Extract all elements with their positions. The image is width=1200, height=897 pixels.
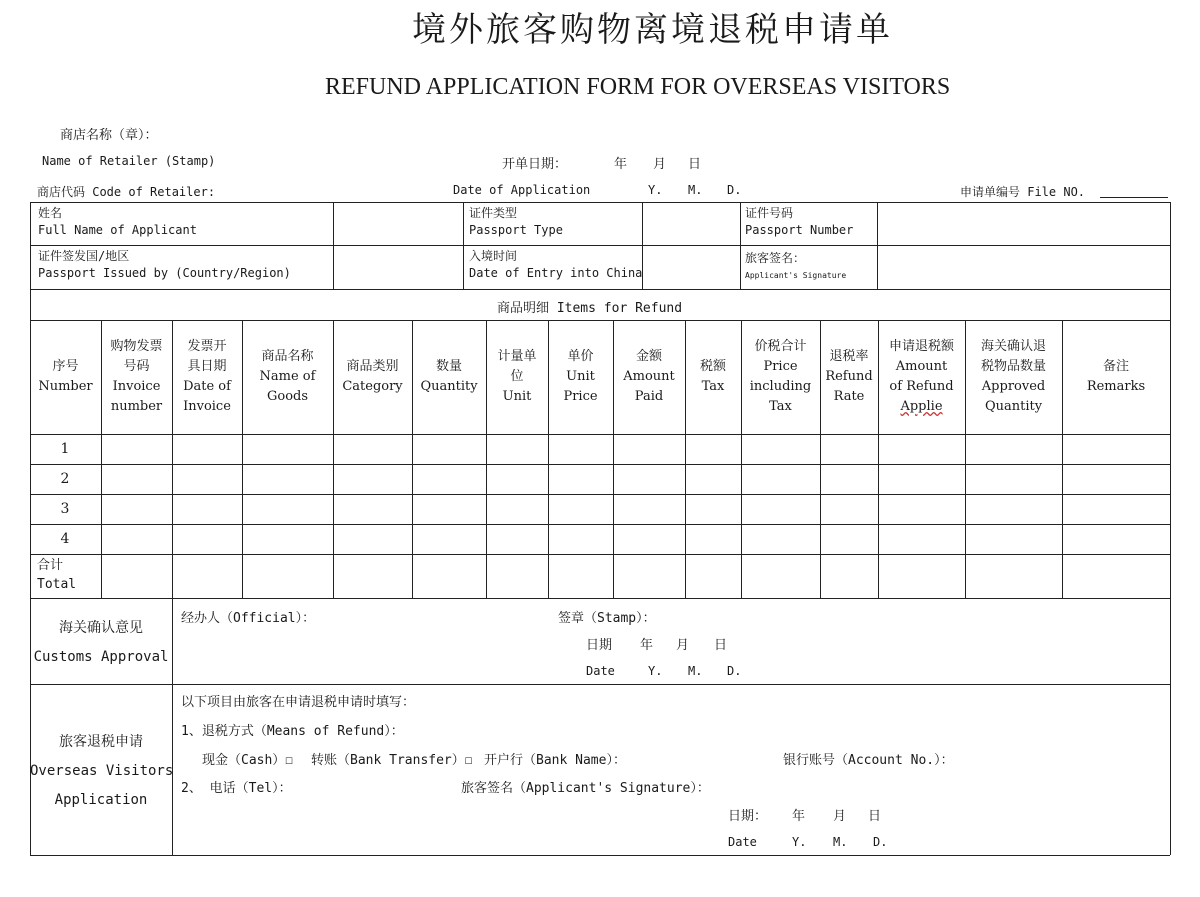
- column-header-line: including: [749, 379, 812, 394]
- passport-type-label: [469, 205, 563, 239]
- column-header-line: Goods: [266, 389, 309, 405]
- grid-row-line: [30, 855, 1170, 856]
- column-header-line: 商品类别: [346, 358, 399, 374]
- retailer-name-en: Name of Retailer (Stamp): [42, 154, 216, 168]
- column-header-line: 位: [510, 368, 524, 384]
- column-header-5: [333, 320, 412, 434]
- column-header-3: [172, 320, 242, 434]
- passport-type-en: Passport Type: [469, 223, 563, 237]
- column-header-line: Name of: [259, 368, 316, 384]
- day-en: D.: [727, 183, 742, 197]
- column-header-6: [412, 320, 486, 434]
- column-header-line: Tax: [769, 399, 792, 415]
- column-header-line: Amount: [895, 358, 948, 374]
- info-column-line: [877, 202, 878, 289]
- applicant-signature-cn: 旅客签名：: [745, 251, 806, 265]
- column-header-line: Approved: [981, 379, 1046, 394]
- passport-issued-label: [38, 248, 291, 282]
- customs-approval-en: Customs Approval: [33, 649, 169, 665]
- grid-row-line: [30, 202, 1170, 203]
- passport-issued-cn: 证件签发国/地区: [38, 249, 130, 263]
- column-header-8: [548, 320, 613, 434]
- column-header-9: [613, 320, 685, 434]
- retailer-code: 商店代码 Code of Retailer:: [37, 185, 216, 199]
- applicant-name-en: Full Name of Applicant: [38, 223, 197, 237]
- visitor-signature-label: 旅客签名（Applicant's Signature）：: [461, 781, 710, 796]
- column-header-line: 价税合计: [754, 338, 807, 354]
- column-header-line: 发票开: [187, 338, 227, 354]
- grid-row-line: [30, 464, 1170, 465]
- year-en: Y.: [648, 183, 663, 197]
- customs-date-cn: 日期: [586, 638, 613, 653]
- column-header-line: 税物品数量: [980, 358, 1046, 374]
- visitor-application-cn: 旅客退税申请: [59, 734, 143, 750]
- column-header-line: 海关确认退: [980, 338, 1046, 354]
- visitor-year-cn: 年: [792, 809, 806, 824]
- visitor-month-en: M.: [833, 835, 848, 849]
- grid-row-line: [30, 245, 1170, 246]
- column-header-line: 计量单: [497, 348, 537, 364]
- column-header-line: Quantity: [984, 399, 1043, 415]
- visitor-application-en-1: Overseas Visitors: [30, 763, 174, 779]
- column-header-line: 备注: [1102, 358, 1129, 374]
- applicant-signature-en: Applicant's Signature: [745, 271, 847, 280]
- grid-row-line: [30, 289, 1170, 290]
- column-header-line: Invoice: [183, 399, 231, 415]
- retailer-name-cn: 商店名称（章）：: [60, 128, 158, 143]
- column-header-12: [820, 320, 878, 434]
- customs-approval-cn: 海关确认意见: [59, 620, 143, 636]
- column-header-line: 退税率: [829, 348, 869, 364]
- column-header-line: Applie: [900, 399, 943, 415]
- column-header-11: [741, 320, 820, 434]
- application-date-cn: 开单日期：: [502, 157, 568, 172]
- visitor-date-cn: 日期：: [728, 809, 768, 824]
- column-header-line: number: [110, 399, 163, 415]
- official-label: 经办人（Official）：: [181, 611, 316, 626]
- column-header-line: Refund: [825, 368, 873, 384]
- column-header-1: [30, 320, 101, 434]
- column-header-line: Date of: [183, 379, 231, 394]
- column-header-line: Category: [342, 379, 403, 394]
- customs-year-cn: 年: [640, 638, 654, 653]
- customs-date-en: Date: [586, 664, 615, 678]
- customs-day-cn: 日: [714, 638, 728, 653]
- column-header-line: 申请退税额: [888, 338, 954, 354]
- applicant-signature-label: [745, 250, 846, 284]
- column-header-line: Paid: [634, 389, 664, 405]
- section-label-line: [172, 598, 173, 855]
- row-number: 1: [60, 441, 70, 457]
- account-number-label: 银行账号（Account No.）：: [783, 753, 954, 768]
- applicant-name-label: [38, 205, 197, 239]
- grid-row-line: [30, 494, 1170, 495]
- visitor-day-cn: 日: [868, 809, 882, 824]
- visitor-application-en-2: Application: [54, 792, 148, 808]
- column-header-line: 购物发票: [110, 338, 163, 354]
- refund-means-label: 1、退税方式（Means of Refund）：: [181, 724, 404, 739]
- visitor-year-en: Y.: [792, 835, 807, 849]
- visitor-day-en: D.: [873, 835, 888, 849]
- column-header-line: 税额: [699, 358, 726, 374]
- grid-row-line: [30, 554, 1170, 555]
- customs-approval-label: [30, 614, 172, 672]
- title-chinese: 境外旅客购物离境退税申请单: [412, 10, 893, 50]
- file-number-label: 申请单编号 File NO.: [960, 185, 1086, 199]
- column-header-line: Invoice: [112, 379, 161, 394]
- total-cn: 合计: [37, 558, 64, 573]
- telephone-label: 2、 电话（Tel）：: [181, 781, 292, 796]
- column-header-line: Rate: [833, 389, 865, 405]
- info-column-line: [740, 202, 741, 289]
- visitor-intro: 以下项目由旅客在申请退税申请时填写：: [181, 695, 416, 710]
- column-header-line: Number: [38, 379, 93, 394]
- row-number: 2: [60, 471, 70, 487]
- customs-month-cn: 月: [676, 638, 690, 653]
- customs-year-en: Y.: [648, 664, 663, 678]
- column-header-line: Quantity: [420, 379, 478, 394]
- items-title: 商品明细 Items for Refund: [497, 301, 683, 316]
- info-column-line: [463, 202, 464, 289]
- grid-border-right: [1170, 202, 1171, 855]
- entry-date-en: Date of Entry into China: [469, 266, 643, 280]
- passport-issued-en: Passport Issued by (Country/Region): [38, 266, 291, 280]
- passport-type-cn: 证件类型: [469, 206, 518, 220]
- day-cn: 日: [688, 157, 702, 172]
- column-header-line: Amount: [623, 368, 675, 384]
- visitor-month-cn: 月: [833, 809, 847, 824]
- passport-number-label: [745, 205, 853, 239]
- passport-number-en: Passport Number: [745, 223, 854, 237]
- row-number: 4: [60, 531, 70, 547]
- file-number-blank[interactable]: [1100, 197, 1168, 198]
- column-header-line: Price: [563, 389, 598, 405]
- stamp-label: 签章（Stamp）：: [558, 611, 656, 626]
- visitor-application-label: [30, 728, 172, 815]
- customs-day-en: D.: [727, 664, 742, 678]
- entry-date-label: [469, 248, 642, 282]
- column-header-line: 数量: [435, 358, 462, 374]
- column-header-line: 商品名称: [261, 348, 314, 364]
- month-cn: 月: [653, 157, 667, 172]
- column-header-14: [965, 320, 1062, 434]
- year-cn: 年: [614, 157, 628, 172]
- title-english: REFUND APPLICATION FORM FOR OVERSEAS VISITORS: [325, 74, 951, 100]
- info-column-line: [333, 202, 334, 289]
- grid-row-line: [30, 524, 1170, 525]
- column-header-line: 序号: [52, 358, 79, 374]
- customs-month-en: M.: [688, 664, 703, 678]
- column-header-line: Unit: [566, 368, 595, 384]
- bank-transfer-option[interactable]: 转账（Bank Transfer）☐: [311, 753, 473, 768]
- grid-row-line: [30, 434, 1170, 435]
- column-header-4: [242, 320, 333, 434]
- bank-name-label: 开户行（Bank Name）：: [484, 753, 626, 768]
- month-en: M.: [688, 183, 703, 197]
- column-header-line: 号码: [123, 358, 150, 374]
- column-header-line: of Refund: [889, 379, 954, 394]
- column-header-line: Remarks: [1086, 379, 1146, 394]
- column-header-line: Tax: [701, 379, 725, 394]
- column-header-2: [101, 320, 172, 434]
- grid-row-line: [30, 598, 1170, 599]
- column-header-15: [1062, 320, 1170, 434]
- column-header-13: [878, 320, 965, 434]
- column-header-line: 金额: [635, 348, 662, 364]
- column-header-line: 具日期: [187, 358, 227, 374]
- applicant-name-cn: 姓名: [38, 206, 63, 220]
- total-label: [37, 556, 76, 594]
- column-header-line: Unit: [502, 389, 532, 405]
- grid-row-line: [30, 684, 1170, 685]
- application-date-en: Date of Application: [453, 183, 591, 197]
- visitor-date-en: Date: [728, 835, 757, 849]
- entry-date-cn: 入境时间: [469, 249, 518, 263]
- column-header-7: [486, 320, 548, 434]
- total-en: Total: [37, 577, 77, 592]
- cash-option[interactable]: 现金（Cash）☐: [202, 753, 294, 768]
- column-header-line: 单价: [567, 348, 594, 364]
- passport-number-cn: 证件号码: [745, 206, 794, 220]
- column-header-10: [685, 320, 741, 434]
- row-number: 3: [60, 501, 70, 517]
- column-header-line: Price: [763, 358, 798, 374]
